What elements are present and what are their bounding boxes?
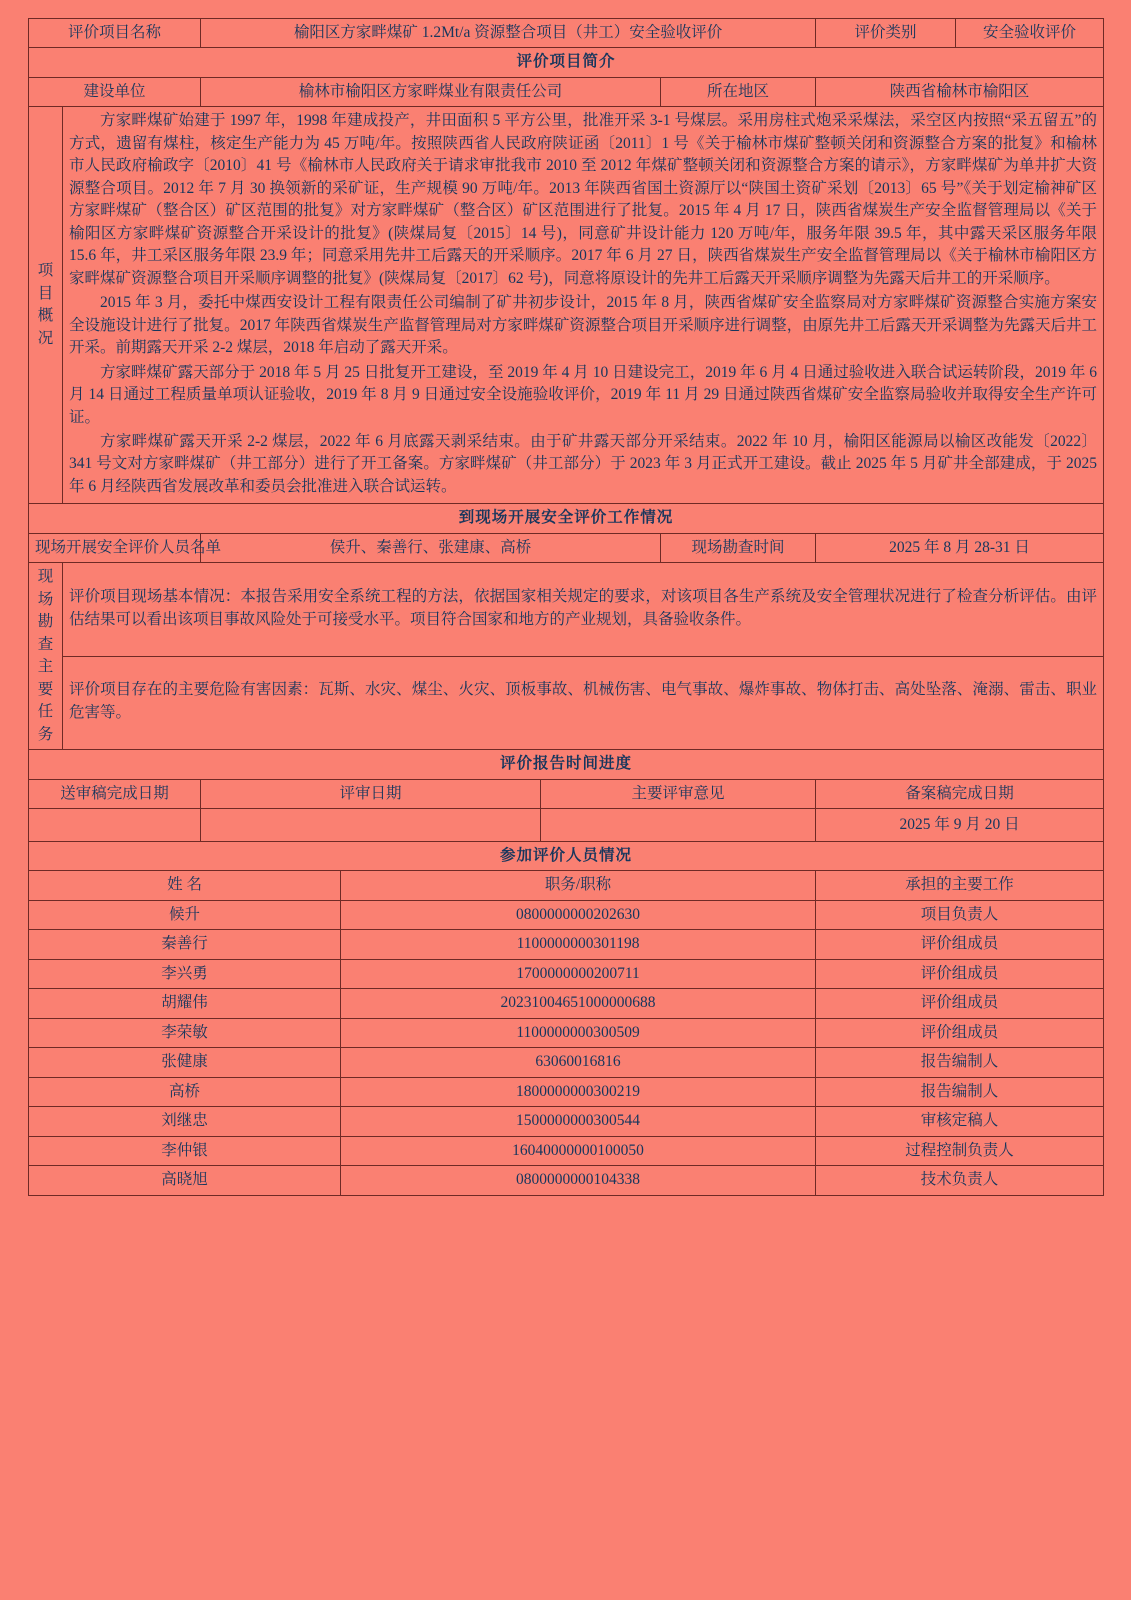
section-title-onsite: 到现场开展安全评价工作情况 — [29, 504, 1104, 533]
table-row — [29, 959, 1104, 988]
table-row-onsite-staff — [29, 533, 1104, 562]
people-title: 0800000000202630 — [341, 900, 816, 929]
people-role: 评价组成员 — [816, 1018, 1104, 1047]
people-name: 高桥 — [29, 1077, 341, 1106]
evaluation-summary-table — [28, 18, 1104, 1196]
people-role: 过程控制负责人 — [816, 1136, 1104, 1165]
onsite-task-label — [29, 563, 63, 750]
project-name-label: 评价项目名称 — [29, 19, 201, 48]
onsite-staff-label: 现场开展安全评价人员名单 — [29, 533, 201, 562]
people-title: 1100000000301198 — [341, 930, 816, 959]
table-row — [29, 989, 1104, 1018]
people-role: 报告编制人 — [816, 1077, 1104, 1106]
people-name: 刘继忠 — [29, 1107, 341, 1136]
overview-row-label-text-3: 概 — [37, 307, 54, 325]
people-header-name: 姓 名 — [29, 871, 341, 900]
schedule-header-submit-date: 送审稿完成日期 — [29, 779, 201, 808]
table-row — [29, 1107, 1104, 1136]
onsite-staff-value: 侯升、秦善行、张建康、高桥 — [201, 533, 661, 562]
people-name: 候升 — [29, 900, 341, 929]
survey-time-label: 现场勘查时间 — [661, 533, 816, 562]
people-title: 1700000000200711 — [341, 959, 816, 988]
schedule-value-submit-date — [29, 809, 201, 842]
construction-unit-value: 榆林市榆阳区方家畔煤业有限责任公司 — [201, 77, 661, 106]
table-row-section-people — [29, 842, 1104, 871]
section-title-schedule: 评价报告时间进度 — [29, 750, 1104, 779]
people-role: 评价组成员 — [816, 959, 1104, 988]
eval-type-label: 评价类别 — [816, 19, 956, 48]
project-name-value: 榆阳区方家畔煤矿 1.2Mt/a 资源整合项目（井工）安全验收评价 — [201, 19, 816, 48]
people-name: 胡耀伟 — [29, 989, 341, 1018]
overview-row-label-text-4: 况 — [37, 329, 54, 347]
region-label: 所在地区 — [661, 77, 816, 106]
onsite-task-text-hazards — [63, 656, 1104, 749]
onsite-task-label-text-4: 任务 — [37, 703, 54, 743]
people-name: 李仲银 — [29, 1136, 341, 1165]
onsite-task-text-basic — [63, 563, 1104, 656]
eval-type-value: 安全验收评价 — [956, 19, 1104, 48]
people-title: 16040000000100050 — [341, 1136, 816, 1165]
overview-paragraph-2: 2015 年 3 月，委托中煤西安设计工程有限责任公司编制了矿井初步设计，2015 年 8 月，陕西省煤矿安全监察局对方家畔煤矿资源整合实施方案安全设施设计进行了批复。2017 年陕西省煤炭生产监督管理局对方家畔煤矿资源整合项目开采顺序进行调整，由原先井工后露天开采调整为先露天后井工开采。前期露天开采 2-2 煤层，2018 年启动了露天开采。 — [69, 294, 1098, 357]
overview-row-label — [29, 107, 63, 504]
table-row-onsite-task-2 — [29, 656, 1104, 749]
overview-row-label-text-1: 项 — [37, 262, 54, 280]
people-title: 1500000000300544 — [341, 1107, 816, 1136]
people-name: 李荣敏 — [29, 1018, 341, 1047]
people-title: 63060016816 — [341, 1048, 816, 1077]
overview-body — [63, 107, 1104, 504]
table-row — [29, 930, 1104, 959]
region-value: 陕西省榆林市榆阳区 — [816, 77, 1104, 106]
overview-paragraph-3: 方家畔煤矿露天部分于 2018 年 5 月 25 日批复开工建设，至 2019 年 4 月 10 日建设完工，2019 年 6 月 4 日通过验收进入联合试运转阶段，2019 年 6 月 14 日通过工程质量单项认证验收，2019 年 8 月 9 日通过安全设施验收评价，2019 年 11 月 29 日通过陕西省煤矿安全监察局验收并取得安全生产许可证。 — [69, 363, 1098, 426]
people-name: 秦善行 — [29, 930, 341, 959]
onsite-task-paragraph-hazards: 评价项目存在的主要危险有害因素：瓦斯、水灾、煤尘、火灾、顶板事故、机械伤害、电气事故、爆炸事故、物体打击、高处坠落、淹溺、雷击、职业危害等。 — [69, 681, 1098, 721]
schedule-value-filing-date: 2025 年 9 月 20 日 — [816, 809, 1104, 842]
onsite-task-label-text-1: 现场 — [37, 568, 54, 608]
overview-paragraph-4: 方家畔煤矿露天开采 2-2 煤层，2022 年 6 月底露天剥采结束。由于矿井露天部分开采结束。2022 年 10 月，榆阳区能源局以榆区改能发〔2022〕341 号文对方家畔煤矿（井工部分）进行了开工备案。方家畔煤矿（井工部分）于 2023 年 3 月正式开工建设。截止 2025 年 5 月矿井全部建成，于 2025 年 6 月经陕西省发展改革和委员会批准进入联合试运转。 — [69, 432, 1098, 495]
people-role: 评价组成员 — [816, 989, 1104, 1018]
people-name: 李兴勇 — [29, 959, 341, 988]
onsite-task-label-text-3: 主要 — [37, 658, 54, 698]
section-title-people: 参加评价人员情况 — [29, 842, 1104, 871]
table-row — [29, 1077, 1104, 1106]
construction-unit-label: 建设单位 — [29, 77, 201, 106]
table-row-overview — [29, 107, 1104, 504]
overview-row-label-text-2: 目 — [37, 284, 54, 302]
people-header-role: 承担的主要工作 — [816, 871, 1104, 900]
onsite-task-paragraph-basic: 评价项目现场基本情况：本报告采用安全系统工程的方法，依据国家相关规定的要求，对该项目各生产系统及安全管理状况进行了检查分析评估。由评估结果可以看出该项目事故风险处于可接受水平。项目符合国家和地方的产业规划，具备验收条件。 — [69, 588, 1098, 628]
onsite-task-label-text-2: 勘查 — [37, 613, 54, 653]
people-title: 20231004651000000688 — [341, 989, 816, 1018]
table-row-schedule-values — [29, 809, 1104, 842]
table-row-schedule-headers — [29, 779, 1104, 808]
schedule-header-review-comments: 主要评审意见 — [541, 779, 816, 808]
schedule-value-review-date — [201, 809, 541, 842]
schedule-header-review-date: 评审日期 — [201, 779, 541, 808]
people-role: 审核定稿人 — [816, 1107, 1104, 1136]
people-title: 1800000000300219 — [341, 1077, 816, 1106]
table-row-project-name — [29, 19, 1104, 48]
section-title-intro: 评价项目简介 — [29, 48, 1104, 77]
table-row — [29, 1166, 1104, 1195]
table-row-onsite-task-1 — [29, 563, 1104, 656]
people-title: 0800000000104338 — [341, 1166, 816, 1195]
table-row-section-schedule — [29, 750, 1104, 779]
people-name: 高晓旭 — [29, 1166, 341, 1195]
table-row — [29, 900, 1104, 929]
table-row — [29, 1048, 1104, 1077]
schedule-header-filing-date: 备案稿完成日期 — [816, 779, 1104, 808]
people-role: 技术负责人 — [816, 1166, 1104, 1195]
table-row — [29, 1018, 1104, 1047]
people-title: 1100000000300509 — [341, 1018, 816, 1047]
table-row-people-headers — [29, 871, 1104, 900]
table-row-section-onsite — [29, 504, 1104, 533]
people-role: 项目负责人 — [816, 900, 1104, 929]
table-row-unit-region — [29, 77, 1104, 106]
people-name: 张健康 — [29, 1048, 341, 1077]
table-row-section-intro — [29, 48, 1104, 77]
people-role: 报告编制人 — [816, 1048, 1104, 1077]
people-role: 评价组成员 — [816, 930, 1104, 959]
overview-paragraph-1: 方家畔煤矿始建于 1997 年，1998 年建成投产，井田面积 5 平方公里，批准开采 3-1 号煤层。采用房柱式炮采采煤法，采空区内按照“采五留五”的方式，遗留有煤柱，核定生产能力为 45 万吨/年。按照陕西省人民政府陕证函〔2011〕1 号《关于榆林市煤矿整顿关闭和资源整合方案的批复》和榆林市人民政府榆政字〔2010〕41 号《榆林市人民政府关于请求审批我市 2010 至 2012 年煤矿整顿关闭和资源整合方案的请示》，方家畔煤矿为单井扩大资源整合项目。2012 年 7 月 30 换领新的采矿证，生产规模 90 万吨/年。2013 年陕西省国土资源厅以“陕国土资矿采划〔2013〕65 号”《关于划定榆神矿区方家畔煤矿（整合区）矿区范围的批复》对方家畔煤矿（整合区）矿区范围进行了批复。2015 年 4 月 17 日，陕西省煤炭生产安全监督管理局以《关于榆阳区方家畔煤矿资源整合开采设计的批复》(陕煤局复〔2015〕14 号)，同意矿井设计能力 120 万吨/年，服务年限 39.5 年，其中露天采区服务年限 15.6 年，井工采区服务年限 23.9 年；同意采用先井工后露天的开采顺序。2017 年 6 月 27 日，陕西省煤炭生产安全监督管理局以《关于榆林市榆阳区方家畔煤矿资源整合项目开采顺序调整的批复》(陕煤局复〔2017〕62 号)，同意将原设计的先井工后露天开采顺序调整为先露天后井工的开采顺序。 — [69, 112, 1098, 287]
schedule-value-review-comments — [541, 809, 816, 842]
survey-time-value: 2025 年 8 月 28-31 日 — [816, 533, 1104, 562]
people-header-title: 职务/职称 — [341, 871, 816, 900]
table-row — [29, 1136, 1104, 1165]
